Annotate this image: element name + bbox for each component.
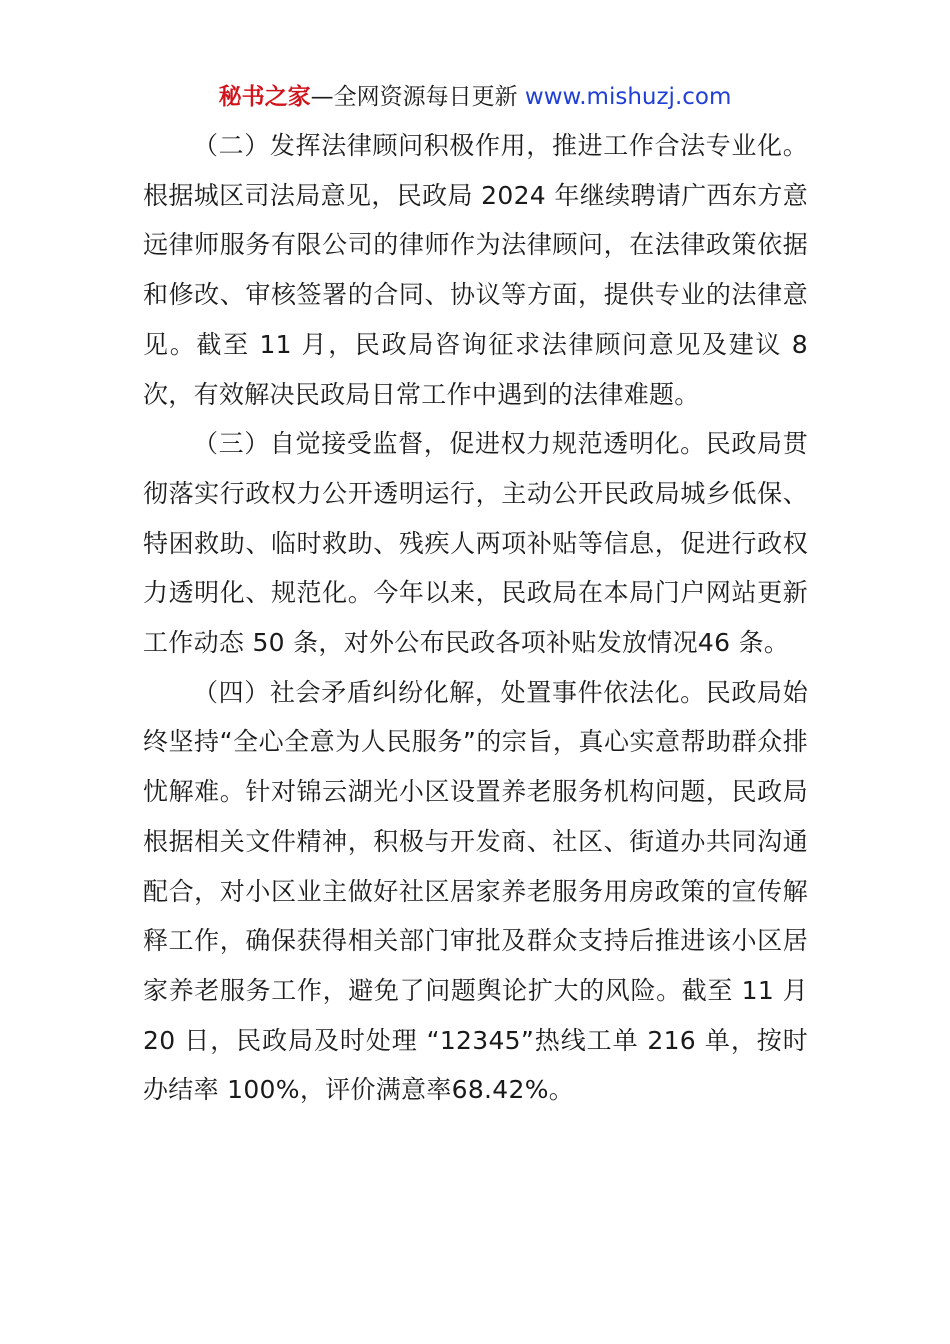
brand-name: 秘书之家 bbox=[218, 84, 311, 110]
document-body bbox=[143, 121, 808, 1115]
website-link[interactable]: www.mishuzj.com bbox=[524, 84, 732, 110]
page-header bbox=[0, 80, 950, 114]
paragraph-supervision: （三）自觉接受监督，促进权力规范透明化。民政局贯彻落实行政权力公开透明运行，主动公开民政局城乡低保、特困救助、临时救助、残疾人两项补贴等信息，促进行政权力透明化、规范化。今年以来，民政局在本局门户网站更新工作动态 50 条，对外公布民政各项补贴发放情况46 条。 bbox=[143, 429, 808, 658]
header-tagline: —全网资源每日更新 bbox=[310, 84, 525, 110]
paragraph-legal-advisor: （二）发挥法律顾问积极作用，推进工作合法专业化。根据城区司法局意见，民政局 2024 年继续聘请广西东方意远律师服务有限公司的律师作为法律顾问，在法律政策依据和修改、审核签署的合同、协议等方面，提供专业的法律意见。截至 11 月，民政局咨询征求法律顾问意见及建议 8 次，有效解决民政局日常工作中遇到的法律难题。 bbox=[143, 131, 808, 409]
paragraph-dispute-resolution: （四）社会矛盾纠纷化解，处置事件依法化。民政局始终坚持“全心全意为人民服务”的宗旨，真心实意帮助群众排忧解难。针对锦云湖光小区设置养老服务机构问题，民政局根据相关文件精神，积极与开发商、社区、街道办共同沟通配合，对小区业主做好社区居家养老服务用房政策的宣传解释工作，确保获得相关部门审批及群众支持后推进该小区居家养老服务工作，避免了问题舆论扩大的风险。截至 11 月 20 日，民政局及时处理 “12345”热线工单 216 单，按时办结率 100%，评价满意率68.42%。 bbox=[143, 677, 808, 1105]
